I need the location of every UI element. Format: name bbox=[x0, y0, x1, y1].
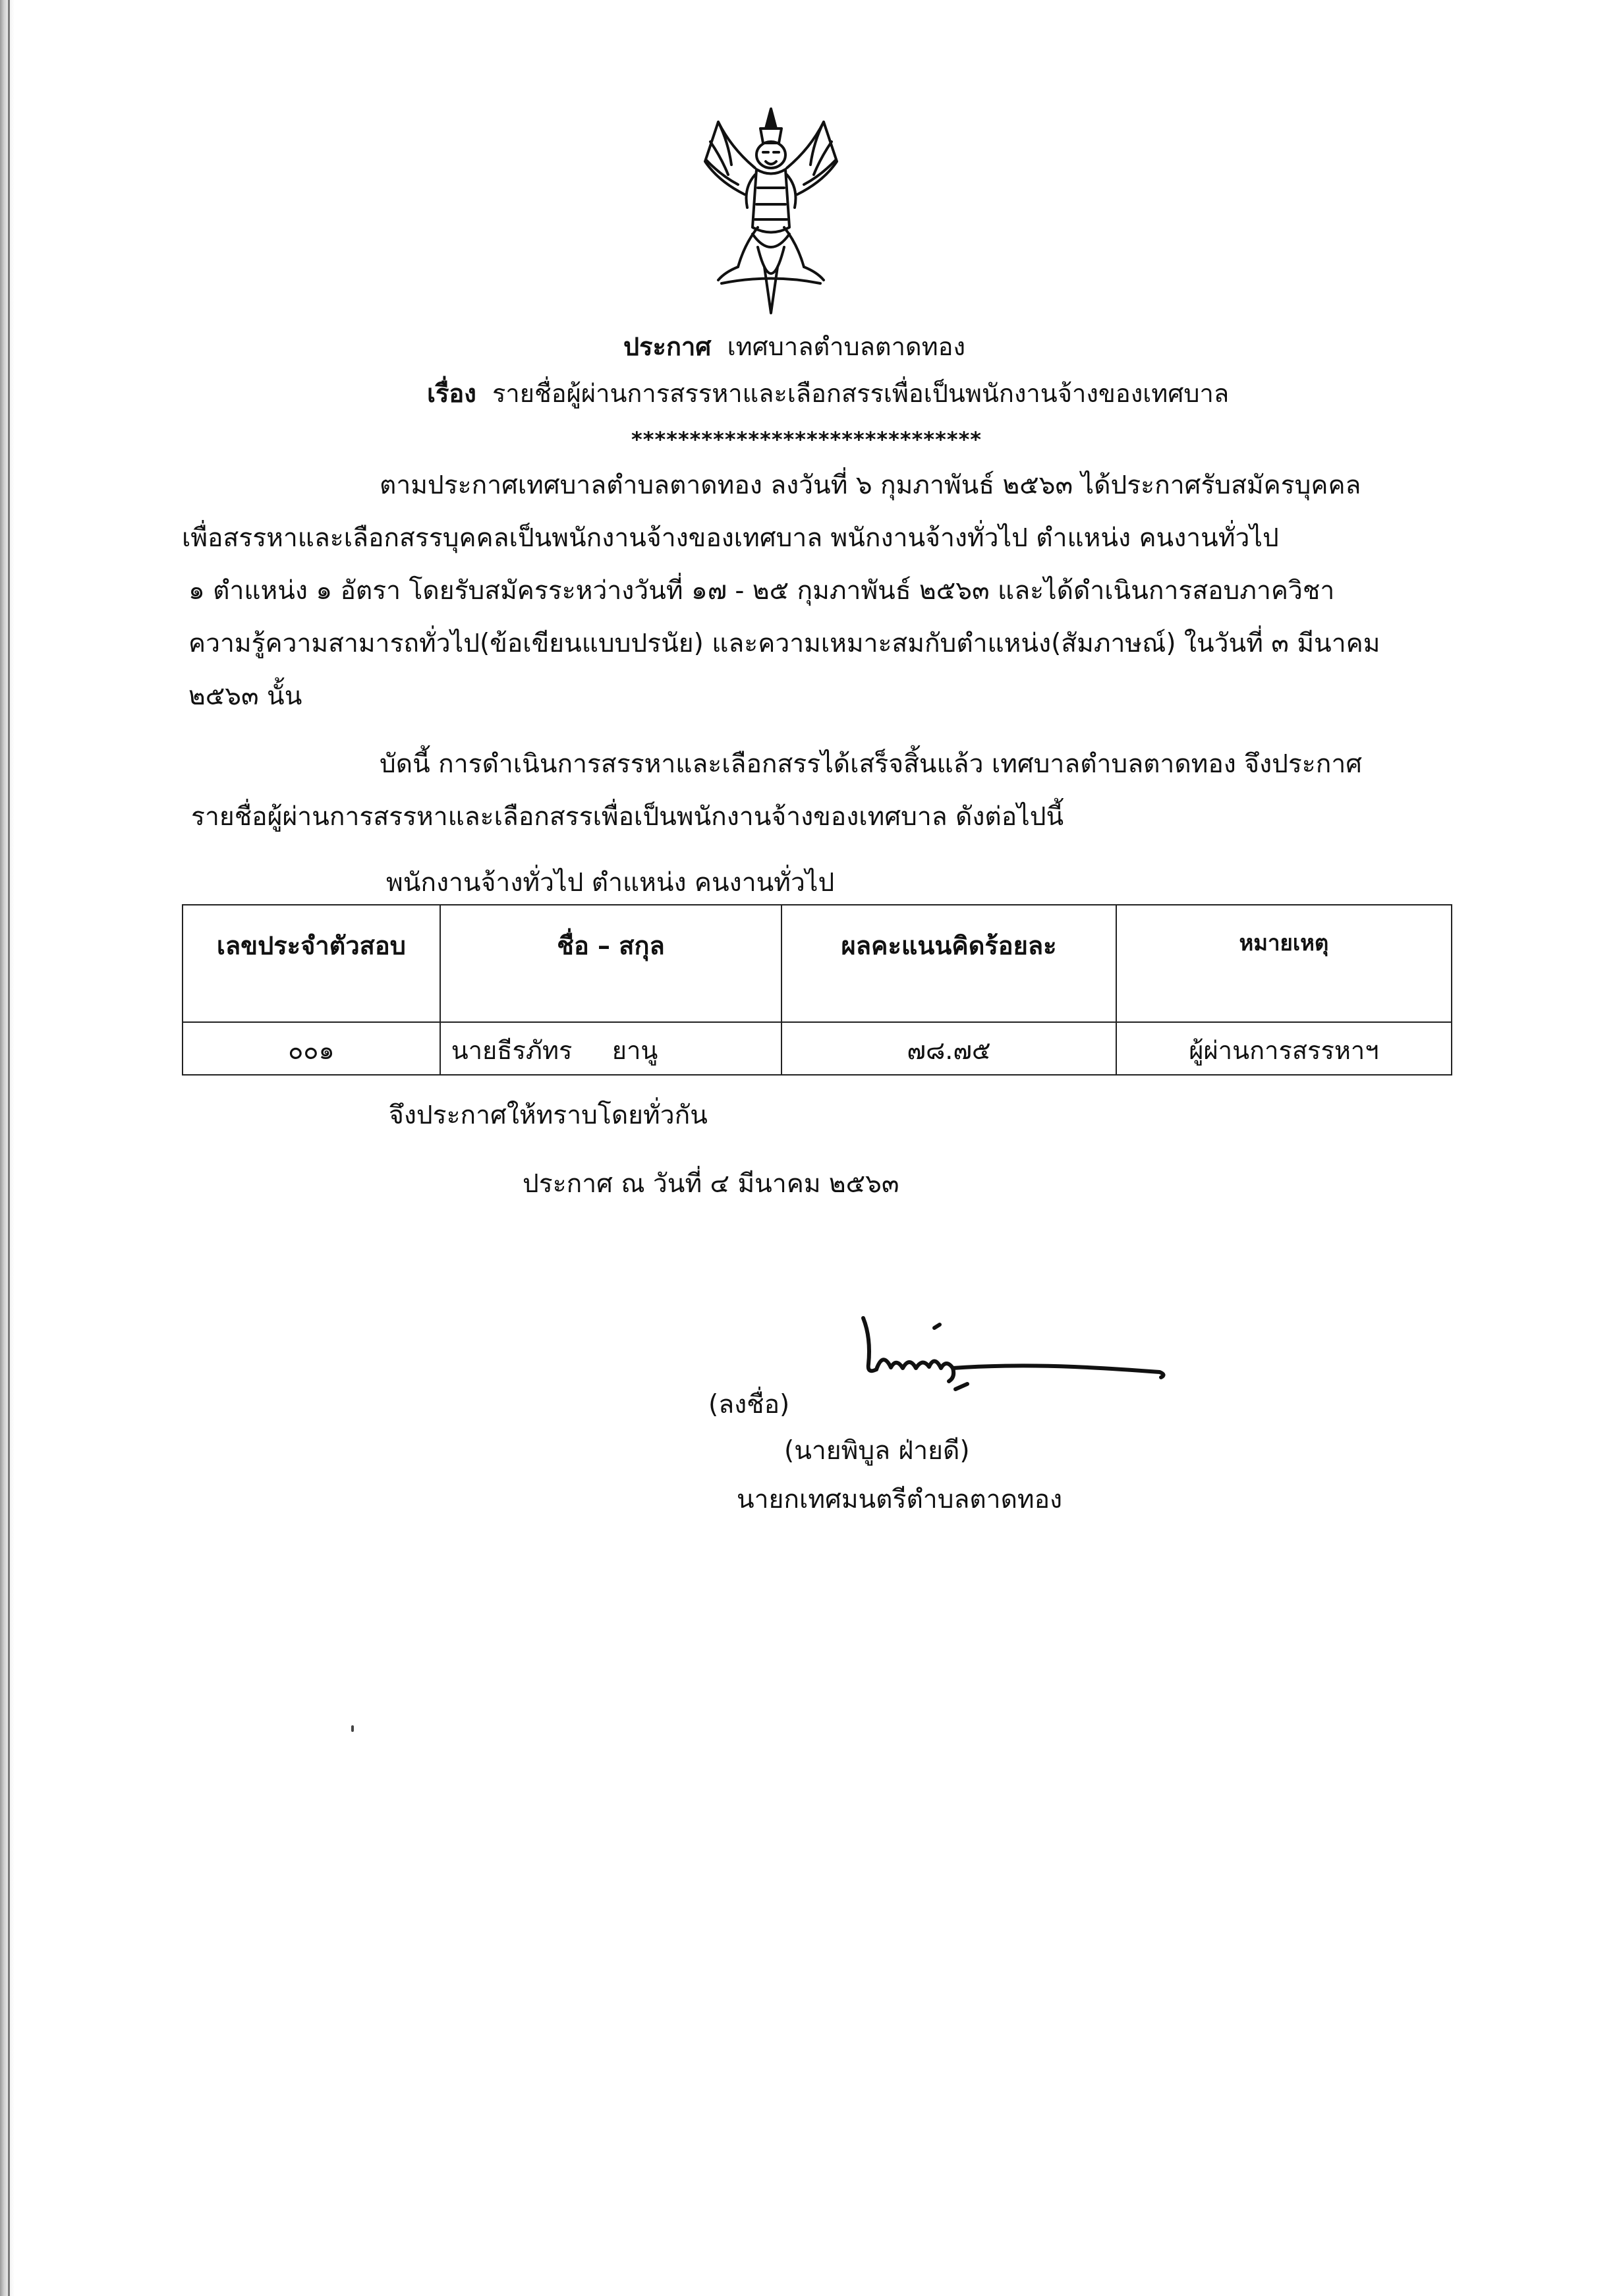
position-caption: พนักงานจ้างทั่วไป ตำแหน่ง คนงานทั่วไป bbox=[386, 868, 835, 898]
header-exam-id: เลขประจำตัวสอบ bbox=[183, 905, 440, 1022]
heading-separator: ****************************** bbox=[631, 427, 982, 452]
subject-heading bbox=[427, 381, 1229, 406]
cell-score: ๗๘.๗๕ bbox=[781, 1022, 1116, 1075]
paragraph-line: ความรู้ความสามารถทั่วไป(ข้อเขียนแบบปรนัย) และความเหมาะสมกับตำแหน่ง(สัมภาษณ์) ในวันที่ ๓ มีนาคม bbox=[188, 629, 1380, 658]
paragraph-line: ๒๕๖๓ นั้น bbox=[188, 681, 302, 711]
scan-edge bbox=[0, 0, 14, 2296]
signer-title: นายกเทศมนตรีตำบลตาดทอง bbox=[737, 1485, 1063, 1514]
subject-label: เรื่อง bbox=[427, 379, 476, 408]
signer-name: (นายพิบูล ฝ่ายดี) bbox=[784, 1436, 970, 1466]
announcement-org: เทศบาลตำบลตาดทอง bbox=[727, 332, 966, 361]
table-row bbox=[183, 1022, 1452, 1075]
table-header-row bbox=[183, 905, 1452, 1022]
results-table bbox=[182, 904, 1452, 1076]
closing-notice: จึงประกาศให้ทราบโดยทั่วกัน bbox=[389, 1101, 708, 1130]
paragraph-line: บัดนี้ การดำเนินการสรรหาและเลือกสรรได้เสร็จสิ้นแล้ว เทศบาลตำบลตาดทอง จึงประกาศ bbox=[380, 749, 1363, 779]
scan-border-line bbox=[8, 0, 10, 2296]
paragraph-line: รายชื่อผู้ผ่านการสรรหาและเลือกสรรเพื่อเป็นพนักงานจ้างของเทศบาล ดังต่อไปนี้ bbox=[191, 802, 1064, 832]
scan-speck bbox=[351, 1725, 354, 1732]
cell-remark: ผู้ผ่านการสรรหาฯ bbox=[1116, 1022, 1452, 1075]
subject-text: รายชื่อผู้ผ่านการสรรหาและเลือกสรรเพื่อเป็นพนักงานจ้างของเทศบาล bbox=[492, 379, 1230, 408]
garuda-emblem-icon bbox=[692, 102, 850, 320]
cell-name: นายธีรภัทร ยานู bbox=[440, 1022, 781, 1075]
signature-icon bbox=[857, 1311, 1173, 1410]
sign-label: (ลงชื่อ) bbox=[708, 1390, 790, 1420]
header-remark: หมายเหตุ bbox=[1116, 905, 1452, 1022]
announcement-label: ประกาศ bbox=[623, 332, 712, 361]
cell-exam-id: ๐๐๑ bbox=[183, 1022, 440, 1075]
paragraph-line: เพื่อสรรหาและเลือกสรรบุคคลเป็นพนักงานจ้างของเทศบาล พนักงานจ้างทั่วไป ตำแหน่ง คนงานทั่วไป bbox=[182, 523, 1279, 553]
paragraph-line: ตามประกาศเทศบาลตำบลตาดทอง ลงวันที่ ๖ กุมภาพันธ์ ๒๕๖๓ ได้ประกาศรับสมัครบุคคล bbox=[380, 471, 1361, 500]
header-score: ผลคะแนนคิดร้อยละ bbox=[781, 905, 1116, 1022]
header-name: ชื่อ – สกุล bbox=[440, 905, 781, 1022]
announcement-date: ประกาศ ณ วันที่ ๔ มีนาคม ๒๕๖๓ bbox=[523, 1169, 899, 1199]
announcement-heading bbox=[623, 334, 965, 359]
paragraph-line: ๑ ตำแหน่ง ๑ อัตรา โดยรับสมัครระหว่างวันที่ ๑๗ - ๒๕ กุมภาพันธ์ ๒๕๖๓ และได้ดำเนินการสอบภาควิชา bbox=[188, 576, 1335, 606]
